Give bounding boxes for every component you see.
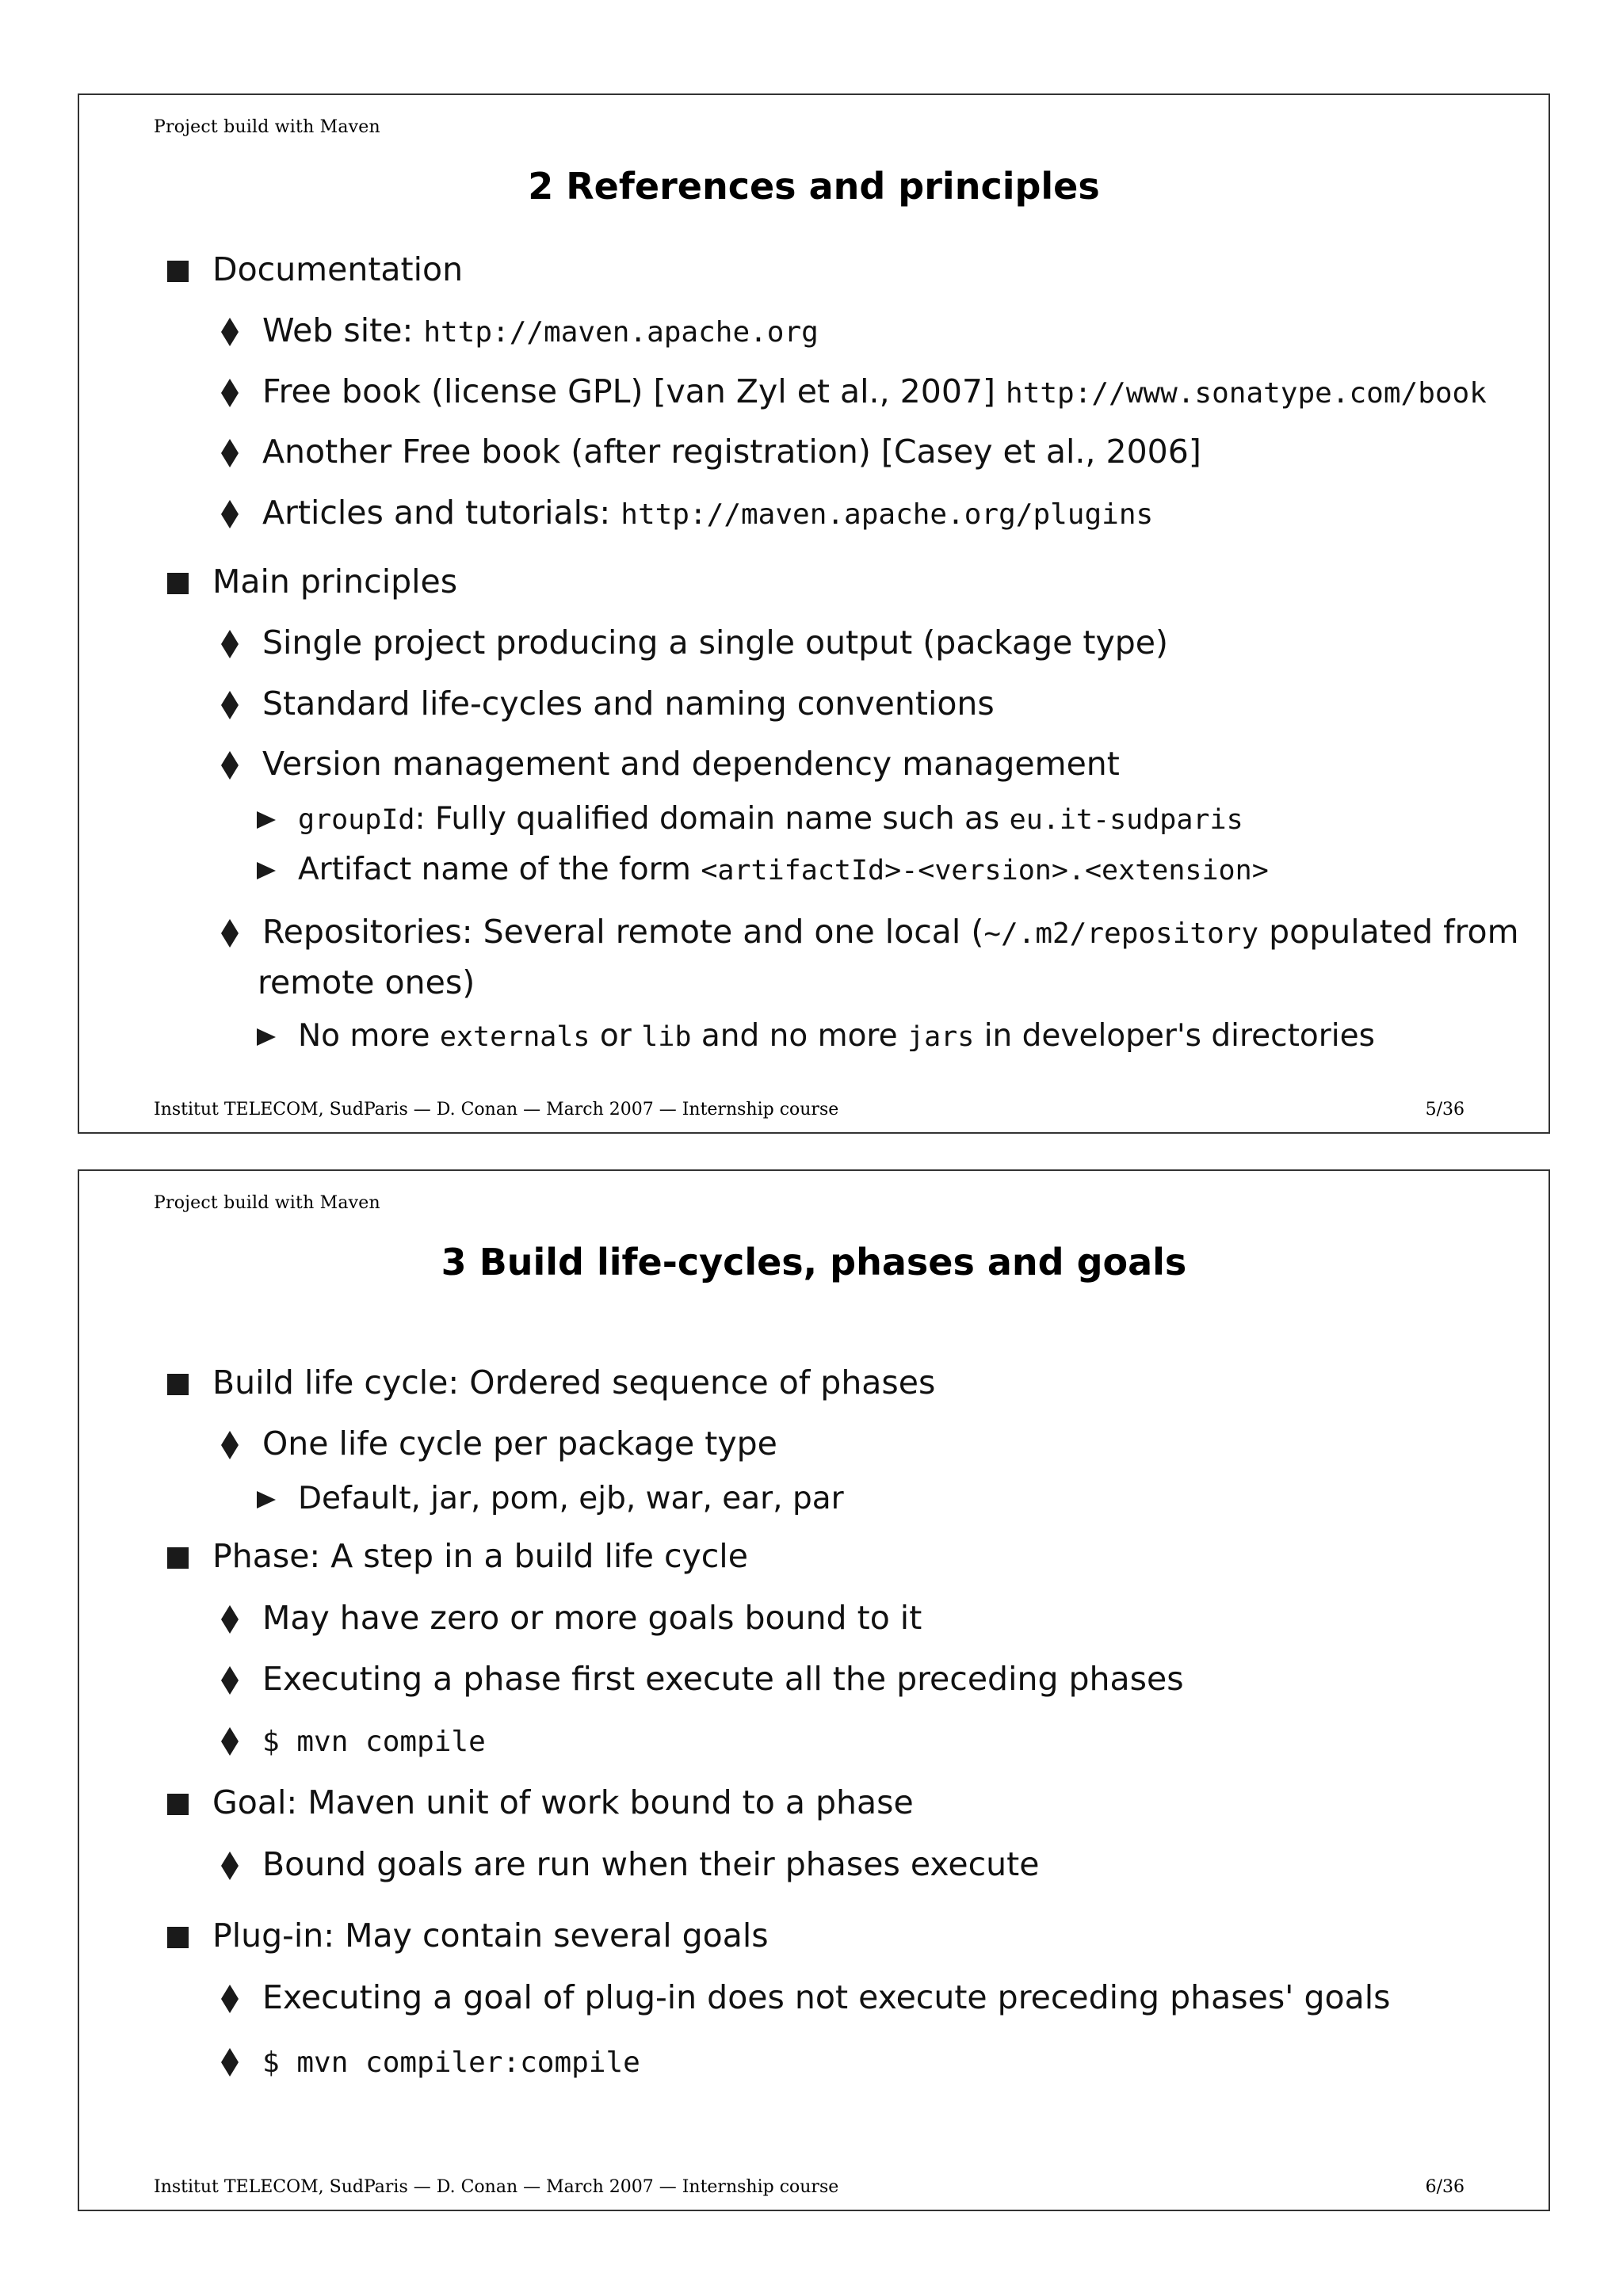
page-number: 5/36	[1425, 1100, 1465, 1119]
diamond-bullet-icon	[220, 1851, 239, 1881]
diamond-bullet-icon	[220, 2047, 239, 2077]
square-bullet-icon	[167, 1794, 189, 1815]
item-text: Repositories: Several remote and one local (	[262, 913, 984, 951]
diamond-bullet-icon	[220, 1984, 239, 2014]
diamond-bullet-icon	[220, 378, 239, 408]
code-text: $ mvn compiler:compile	[262, 2046, 640, 2079]
footer-credits: Institut TELECOM, SudParis — D. Conan — March 2007 — Internship course	[154, 2177, 839, 2197]
square-bullet-icon	[167, 1547, 189, 1569]
slide-header: Project build with Maven	[154, 117, 380, 137]
diamond-bullet-icon	[220, 1430, 239, 1460]
diamond-bullet-icon	[220, 750, 239, 780]
item-text: in developer's directories	[974, 1018, 1375, 1054]
list-item	[212, 1917, 769, 1955]
list-item	[262, 745, 1120, 783]
code-text: ~/.m2/repository	[983, 917, 1259, 950]
square-bullet-icon	[167, 1374, 189, 1395]
code-text: jars	[907, 1021, 975, 1053]
item-text: Web site:	[262, 311, 424, 349]
list-item	[298, 852, 1269, 887]
list-item	[212, 1537, 748, 1575]
item-text: or	[590, 1018, 642, 1054]
diamond-bullet-icon	[220, 317, 239, 347]
triangle-bullet-icon	[257, 862, 276, 879]
item-text: Bound goals are run when their phases execute	[262, 1845, 1040, 1883]
slide-header: Project build with Maven	[154, 1193, 380, 1213]
code-text: lib	[641, 1021, 692, 1053]
diamond-bullet-icon	[220, 499, 239, 529]
list-item	[262, 2042, 640, 2080]
list-item	[212, 1363, 935, 1402]
diamond-bullet-icon	[220, 690, 239, 720]
item-text: Single project producing a single output (package type)	[262, 624, 1168, 662]
triangle-bullet-icon	[257, 1028, 276, 1046]
code-text: http://maven.apache.org/plugins	[621, 498, 1154, 531]
list-item	[298, 1018, 1375, 1054]
code-text: <artifactId>-<version>.<extension>	[701, 855, 1269, 887]
list-item	[258, 963, 475, 1001]
list-item	[298, 801, 1243, 837]
item-text: Standard life-cycles and naming conventions	[262, 685, 995, 723]
square-bullet-icon	[167, 261, 189, 282]
list-item	[262, 372, 1487, 410]
item-text: Default, jar, pom, ejb, war, ear, par	[298, 1481, 844, 1516]
item-text: Main principles	[212, 563, 458, 601]
square-bullet-icon	[167, 1927, 189, 1948]
slide-footer	[154, 2177, 1465, 2197]
item-text: Free book (license GPL) [van Zyl et al., 2007]	[262, 372, 1006, 410]
item-text: remote ones)	[258, 963, 475, 1001]
page-number: 6/36	[1425, 2177, 1465, 2197]
list-item	[262, 913, 1519, 951]
list-item	[262, 494, 1153, 532]
diamond-bullet-icon	[220, 1604, 239, 1634]
triangle-bullet-icon	[257, 811, 276, 829]
list-item	[298, 1481, 844, 1516]
code-text: http://maven.apache.org	[423, 316, 819, 349]
slide-6	[78, 1169, 1550, 2211]
item-text: populated from	[1258, 913, 1519, 951]
diamond-bullet-icon	[220, 1726, 239, 1756]
diamond-bullet-icon	[220, 438, 239, 468]
item-text: Executing a goal of plug-in does not execute preceding phases' goals	[262, 1978, 1391, 2016]
list-item	[262, 624, 1168, 662]
item-text: Articles and tutorials:	[262, 494, 621, 532]
item-text: Executing a phase first execute all the preceding phases	[262, 1660, 1184, 1698]
square-bullet-icon	[167, 573, 189, 594]
footer-credits: Institut TELECOM, SudParis — D. Conan — March 2007 — Internship course	[154, 1100, 839, 1119]
item-text: Documentation	[212, 250, 464, 288]
item-text: Build life cycle: Ordered sequence of phases	[212, 1363, 936, 1402]
list-item	[262, 1660, 1184, 1698]
item-text: : Fully qualified domain name such as	[414, 801, 1010, 837]
code-text: groupId	[298, 804, 415, 836]
item-text: Artifact name of the form	[298, 852, 701, 887]
item-text: One life cycle per package type	[262, 1425, 777, 1463]
list-item	[262, 685, 995, 723]
diamond-bullet-icon	[220, 629, 239, 659]
item-text: Phase: A step in a build life cycle	[212, 1537, 748, 1575]
list-item	[262, 1978, 1390, 2016]
item-text: May have zero or more goals bound to it	[262, 1599, 922, 1637]
list-item	[262, 433, 1201, 471]
list-item	[262, 311, 819, 349]
triangle-bullet-icon	[257, 1491, 276, 1508]
diamond-bullet-icon	[220, 1665, 239, 1695]
item-text: Another Free book (after registration) [Casey et al., 2006]	[262, 433, 1201, 471]
item-text: Plug-in: May contain several goals	[212, 1917, 769, 1955]
item-text: and no more	[691, 1018, 907, 1054]
code-text: eu.it-sudparis	[1009, 804, 1243, 836]
list-item	[212, 1783, 914, 1821]
slide-5	[78, 93, 1550, 1134]
code-text: externals	[439, 1021, 590, 1053]
slide-title: 2 References and principles	[528, 165, 1100, 208]
slide-footer	[154, 1100, 1465, 1119]
code-text: $ mvn compile	[262, 1726, 486, 1758]
list-item	[212, 250, 463, 288]
code-text: http://www.sonatype.com/book	[1006, 377, 1487, 410]
diamond-bullet-icon	[220, 918, 239, 948]
item-text: Version management and dependency management	[262, 745, 1120, 783]
item-text: Goal: Maven unit of work bound to a phase	[212, 1783, 914, 1821]
list-item	[212, 563, 457, 601]
list-item	[262, 1425, 777, 1463]
list-item	[262, 1845, 1039, 1883]
list-item	[262, 1599, 922, 1637]
list-item	[262, 1721, 486, 1759]
item-text: No more	[298, 1018, 440, 1054]
slide-title: 3 Build life-cycles, phases and goals	[441, 1241, 1187, 1283]
